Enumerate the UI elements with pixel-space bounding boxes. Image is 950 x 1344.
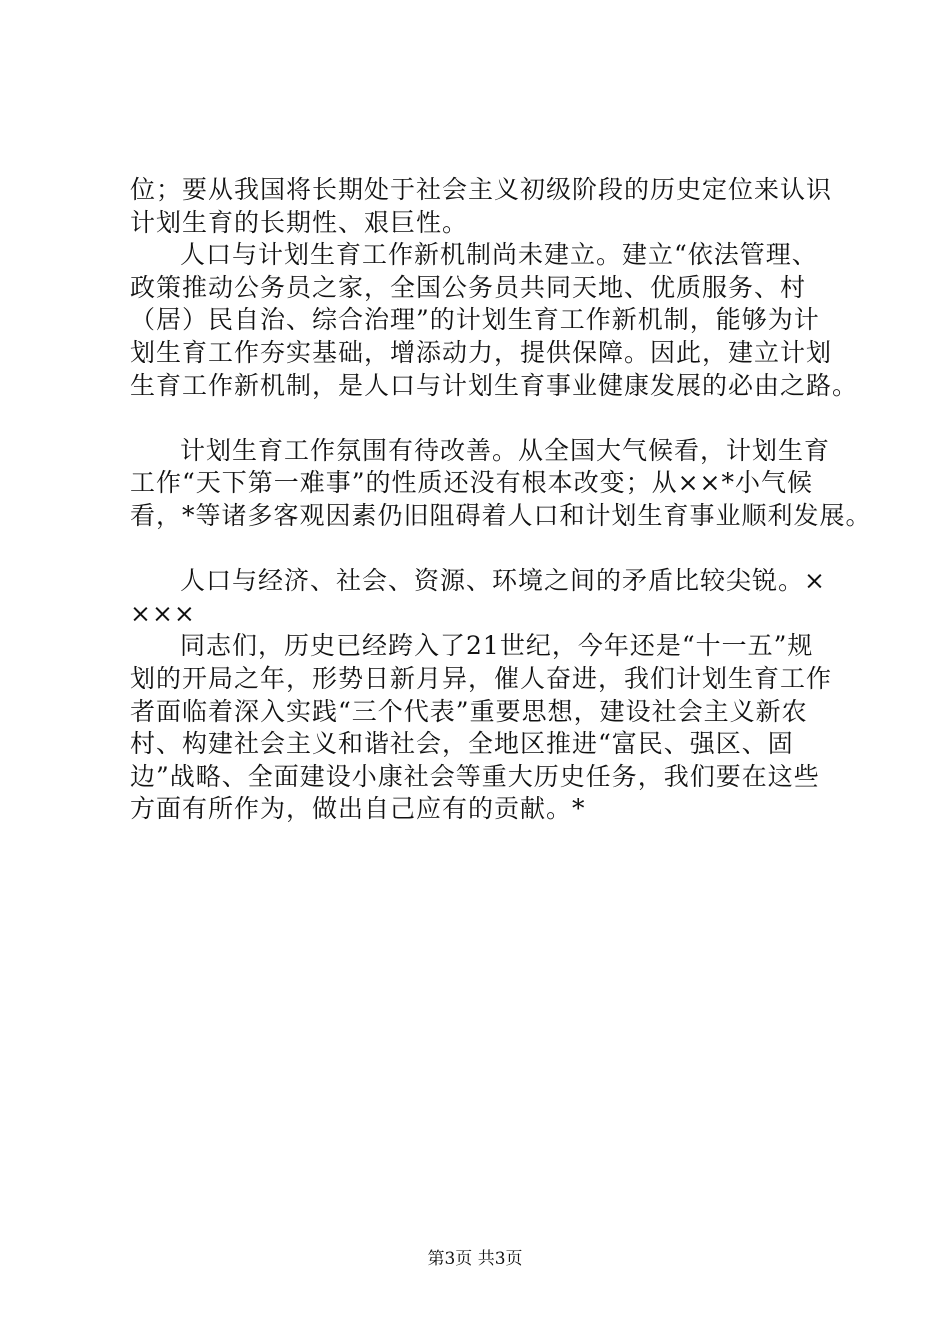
paragraph-start-line: 人口与计划生育工作新机制尚未建立。建立“依法管理、 (180, 240, 818, 270)
text-line: 方面有所作为，做出自己应有的贡献。* (130, 794, 586, 824)
text-line: 村、构建社会主义和谐社会，全地区推进“富民、强区、固 (130, 729, 794, 759)
page-number: 第3页 共3页 (427, 1249, 523, 1269)
text-line: 者面临着深入实践“三个代表”重要思想，建设社会主义新农 (130, 696, 808, 726)
text-line: 生育工作新机制，是人口与计划生育事业健康发展的必由之路。 (130, 370, 859, 400)
text-line: 工作“天下第一难事”的性质还没有根本改变；从××*小气候 (130, 468, 813, 498)
paragraph-start-line: 同志们，历史已经跨入了21世纪，今年还是“十一五”规 (180, 631, 814, 661)
page-footer (0, 1244, 950, 1269)
paragraph-gap (130, 533, 850, 566)
text-line: 看，*等诸多客观因素仍旧阻碍着人口和计划生育事业顺利发展。 (130, 500, 872, 530)
text-line: 位；要从我国将长期处于社会主义初级阶段的历史定位来认识 (130, 175, 833, 204)
paragraph-gap (130, 402, 850, 435)
text-line: （居）民自治、综合治理”的计划生育工作新机制，能够为计 (130, 305, 820, 335)
text-line: 政策推动公务员之家，全国公务员共同天地、优质服务、村 (130, 272, 807, 302)
text-line: 划的开局之年，形势日新月异，催人奋进，我们计划生育工作 (130, 663, 833, 693)
paragraph-start-line: 计划生育工作氛围有待改善。从全国大气候看，计划生育 (180, 435, 831, 465)
document-body (130, 174, 872, 826)
text-line: ××× (130, 598, 196, 628)
text-line: 划生育工作夯实基础，增添动力，提供保障。因此，建立计划 (130, 337, 833, 367)
paragraph-start-line: 人口与经济、社会、资源、环境之间的矛盾比较尖锐。× (180, 566, 826, 596)
text-line: 计划生育的长期性、艰巨性。 (130, 207, 469, 237)
text-line: 边”战略、全面建设小康社会等重大历史任务，我们要在这些 (130, 761, 820, 791)
